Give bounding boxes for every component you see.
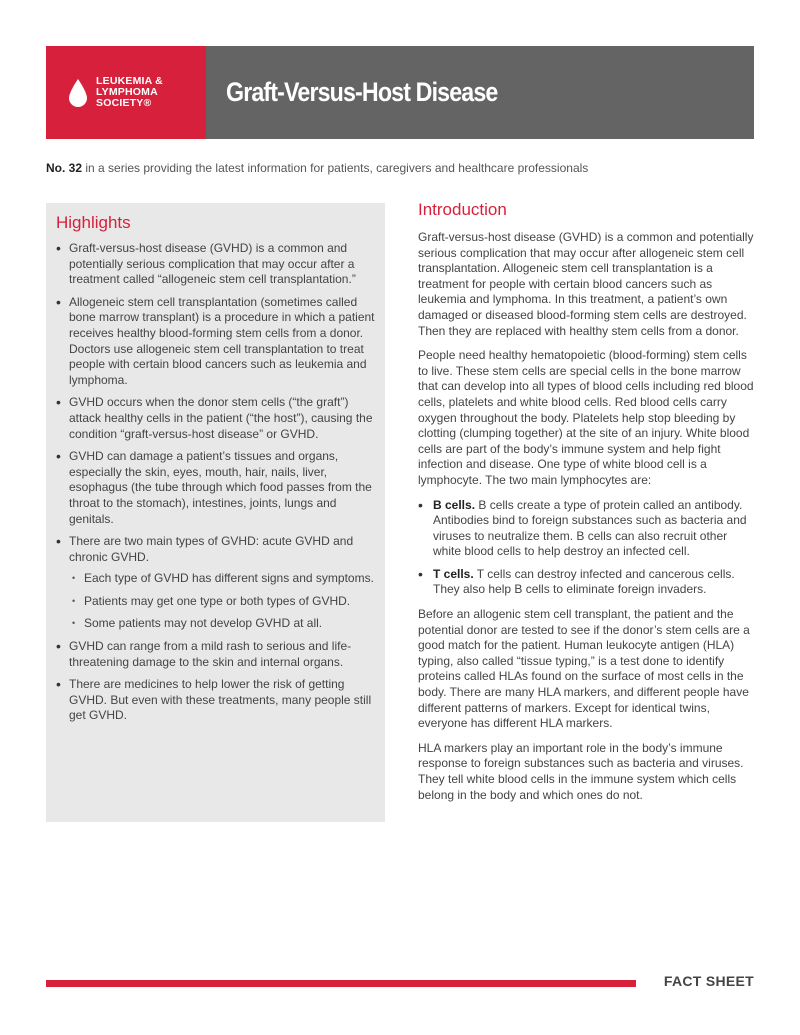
highlights-list bbox=[56, 241, 375, 724]
b-cells-item bbox=[418, 498, 755, 560]
fact-sheet-label: FACT SHEET bbox=[663, 973, 754, 989]
series-line bbox=[46, 161, 588, 175]
intro-paragraph: People need healthy hematopoietic (blood-forming) stem cells to live. These stem cells are special cells in the bone marrow that can develop into all types of blood cells including red blood cells, platelets and white blood cells. Red blood cells carry oxygen throughout the body. Platelets help stop bleeding by clotting (clumping together) at the site of an injury. White blood cells are part of the body’s immune system and help fight infection and disease. One type of white blood cell is a lymphocyte. The two main lymphocytes are: bbox=[418, 348, 754, 487]
highlight-item-with-subitems bbox=[56, 534, 375, 632]
lls-logo bbox=[46, 46, 206, 139]
blood-drop-icon bbox=[68, 78, 88, 108]
b-cells-text: B cells create a type of protein called an antibody. Antibodies bind to foreign substances such as bacteria and viruses to neutralize them. B cells can also recruit other white blood cells to help destroy an infected cell. bbox=[433, 497, 747, 559]
intro-paragraph: Before an allogenic stem cell transplant, the patient and the potential donor are tested to see if the donor’s stem cells are a good match for the patient. Human leukocyte antigen (HLA) typing, also called “tissue typing,” is a test done to identify proteins called HLAs found on the surface of most cells in the body. There are many HLA markers, and different people have different patterns of markers. Except for identical twins, everyone has different HLA markers. bbox=[418, 607, 750, 731]
highlight-subitem: • Each type of GVHD has different signs and symptoms. bbox=[69, 571, 375, 587]
intro-paragraph: HLA markers play an important role in the body’s immune response to foreign substances such as bacteria and viruses. They tell white blood cells in the immune system which cells belong in the body and which ones do not. bbox=[418, 740, 744, 802]
highlight-sublist bbox=[69, 571, 375, 632]
highlights-title: Highlights bbox=[56, 213, 131, 232]
intro-paragraph: Graft-versus-host disease (GVHD) is a common and potentially serious complication that may occur after allogeneic stem cell transplantation. Allogeneic stem cell transplantation is a treatment for people with certain blood cancers such as leukemia and lymphoma. In this treatment, a patient’s own damaged or diseased blood-forming stem cells are destroyed. Then they are replaced with healthy stem cells from a donor. bbox=[418, 230, 754, 338]
highlight-subitem: • Some patients may not develop GVHD at all. bbox=[69, 616, 375, 632]
page-header bbox=[46, 46, 754, 139]
t-cells-text: T cells can destroy infected and cancerous cells. They also help B cells to eliminate foreign invaders. bbox=[433, 566, 735, 597]
title-bar bbox=[206, 46, 754, 139]
highlight-item: • GVHD can range from a mild rash to serious and life-threatening damage to the skin and internal organs. bbox=[56, 639, 375, 670]
logo-line: SOCIETY® bbox=[96, 97, 152, 109]
t-cells-label: T cells. bbox=[433, 566, 474, 581]
highlight-subitem: • Patients may get one type or both types of GVHD. bbox=[69, 594, 375, 610]
introduction-section bbox=[418, 200, 755, 812]
highlights-panel bbox=[46, 203, 385, 822]
highlight-item: • There are medicines to help lower the risk of getting GVHD. But even with these treatments, many people still get GVHD. bbox=[56, 677, 375, 724]
highlight-item: • GVHD can damage a patient’s tissues and organs, especially the skin, eyes, mouth, hair, nails, liver, esophagus (the tube through which food passes from the throat to the stomach), intestines, joints, lungs and genitals. bbox=[56, 449, 375, 527]
footer-bar bbox=[46, 980, 636, 987]
series-text: in a series providing the latest information for patients, caregivers and healthcare professionals bbox=[82, 161, 589, 175]
introduction-title: Introduction bbox=[418, 200, 507, 219]
lymphocyte-list bbox=[418, 498, 755, 599]
logo-line: LYMPHOMA bbox=[96, 86, 158, 98]
series-number: No. 32 bbox=[46, 161, 83, 175]
t-cells-item bbox=[418, 567, 755, 598]
highlight-item: • GVHD occurs when the donor stem cells (“the graft”) attack healthy cells in the patient (“the host”), causing the condition “graft-versus-host disease” or GVHD. bbox=[56, 395, 375, 442]
logo-text bbox=[96, 76, 163, 109]
highlight-item: • Graft-versus-host disease (GVHD) is a common and potentially serious complication that may occur after a treatment called “allogeneic stem cell transplantation.” bbox=[56, 241, 375, 288]
highlight-item-text: There are two main types of GVHD: acute GVHD and chronic GVHD. bbox=[69, 534, 354, 564]
highlight-item: • Allogeneic stem cell transplantation (sometimes called bone marrow transplant) is a procedure in which a patient receives healthy blood-forming stem cells from a donor. Doctors use allogeneic stem cell transplantation to treat people with certain blood cancers such as leukemia and lymphoma. bbox=[56, 295, 375, 389]
b-cells-label: B cells. bbox=[433, 497, 476, 512]
page-title: Graft-Versus-Host Disease bbox=[226, 77, 498, 107]
logo-line: LEUKEMIA & bbox=[96, 75, 163, 87]
